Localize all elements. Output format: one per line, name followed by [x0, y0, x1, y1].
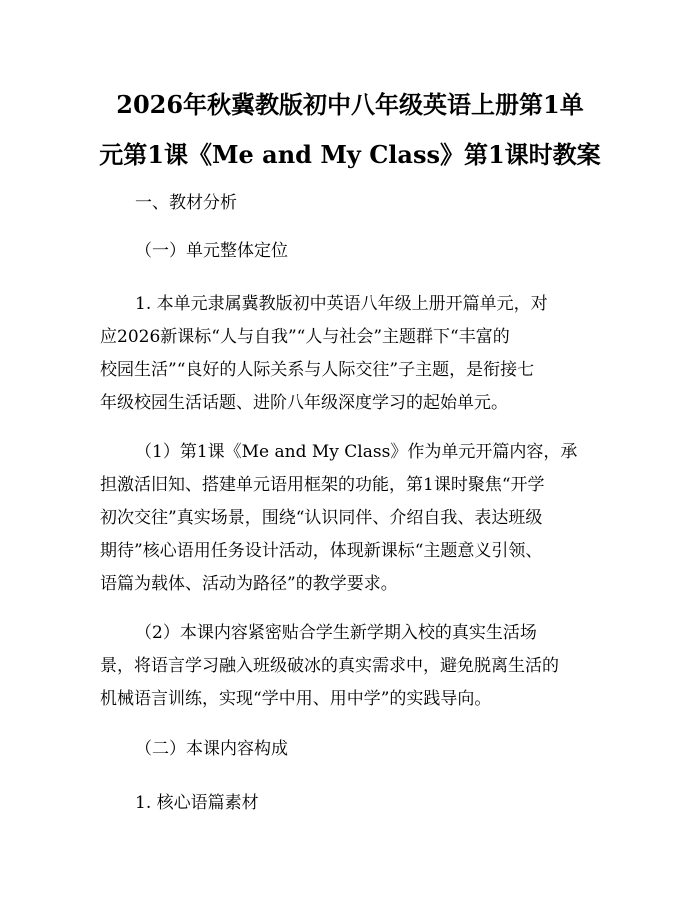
section-heading-textbook-analysis: 一、教材分析 — [135, 193, 237, 213]
paragraph-1-line-3: 校园生活”“良好的人际关系与人际交往”子主题，是衔接七 — [100, 360, 535, 380]
paragraph-3-line-1: （2）本课内容紧密贴合学生新学期入校的真实生活场 — [135, 623, 537, 643]
paragraph-1-line-1: 1. 本单元隶属冀教版初中英语八年级上册开篇单元，对 — [135, 294, 548, 314]
subsection-heading-lesson-content: （二）本课内容构成 — [135, 739, 288, 759]
paragraph-3-line-2: 景，将语言学习融入班级破冰的真实需求中，避免脱离生活的 — [100, 656, 559, 676]
paragraph-2-line-3: 初次交往”真实场景，围绕“认识同伴、介绍自我、表达班级 — [100, 508, 543, 528]
paragraph-1-line-2: 应2026新课标“人与自我”“人与社会”主题群下“丰富的 — [100, 327, 510, 347]
paragraph-2-line-2: 担激活旧知、搭建单元语用框架的功能，第1课时聚焦“开学 — [100, 475, 545, 495]
subsection-heading-unit-positioning: （一）单元整体定位 — [135, 241, 288, 261]
paragraph-1-line-4: 年级校园生活话题、进阶八年级深度学习的起始单元。 — [100, 393, 508, 413]
paragraph-2-line-4: 期待”核心语用任务设计活动，体现新课标“主题意义引领、 — [100, 541, 543, 561]
document-title-line-2: 元第1课《Me and My Class》第1课时教案 — [99, 140, 601, 169]
paragraph-3-line-3: 机械语言训练，实现“学中用、用中学”的实践导向。 — [100, 689, 492, 709]
document-title-line-1: 2026年秋冀教版初中八年级英语上册第1单 — [116, 90, 584, 119]
paragraph-2-line-1: （1）第1课《Me and My Class》作为单元开篇内容，承 — [135, 442, 578, 462]
item-heading-core-texts: 1. 核心语篇素材 — [135, 793, 259, 813]
paragraph-2-line-5: 语篇为载体、活动为路径”的教学要求。 — [100, 574, 398, 594]
